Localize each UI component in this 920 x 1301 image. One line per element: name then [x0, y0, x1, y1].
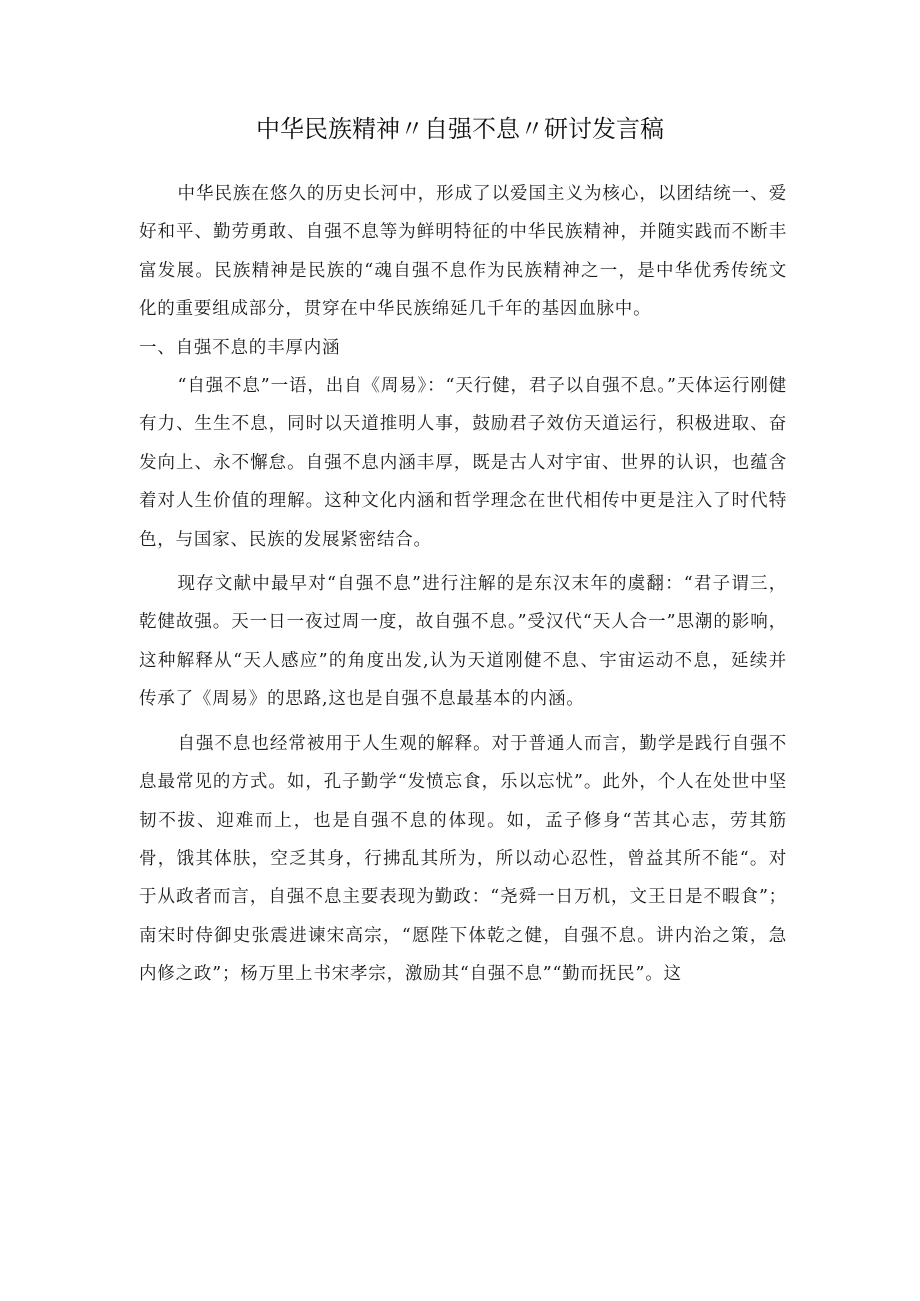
paragraph-intro: 中华民族在悠久的历史长河中，形成了以爱国主义为核心，以团结统一、爱好和平、勤劳勇敢、自强不息等为鲜明特征的中华民族精神，并随实践而不断丰富发展。民族精神是民族的“魂自强不息作为民族精神之一，是中华优秀传统文化的重要组成部分，贯穿在中华民族绵延几千年的基因血脉中。 — [139, 184, 787, 320]
document-body — [139, 175, 787, 994]
paragraph-yufan: 现存文献中最早对“自强不息”进行注解的是东汉末年的虞翻：“君子谓三，乾健故强。天一日一夜过周一度，故自强不息。”受汉代“天人合一”思潮的影响，这种解释从“天人感应”的角度出发,认为天道刚健不息、宇宙运动不息，延续并传承了《周易》的思路,这也是自强不息最基本的内涵。 — [139, 574, 787, 710]
paragraph-zhouyi: “自强不息”一语，出自《周易》：“天行健，君子以自强不息。”天体运行刚健有力、生生不息，同时以天道推明人事，鼓励君子效仿天道运行，积极进取、奋发向上、永不懈怠。自强不息内涵丰厚，既是古人对宇宙、世界的认识，也蕴含着对人生价值的理解。这种文化内涵和哲学理念在世代相传中更是注入了时代特色，与国家、民族的发展紧密结合。 — [139, 376, 787, 550]
paragraph-life-view: 自强不息也经常被用于人生观的解释。对于普通人而言，勤学是践行自强不息最常见的方式。如，孔子勤学“发愤忘食，乐以忘忧”。此外，个人在处世中坚韧不拔、迎难而上，也是自强不息的体现。如，孟子修身“苦其心志，劳其筋骨，饿其体肤，空乏其身，行拂乱其所为，所以动心忍性，曾益其所不能“。对于从政者而言，自强不息主要表现为勤政：“尧舜一日万机，文王日是不暇食”；南宋时侍御史张震进谏宋高宗，“愿陛下体乾之健，自强不息。讲内治之策，急内修之政”；杨万里上书宋孝宗，激励其“自强不息”“勤而抚民”。这 — [139, 733, 787, 985]
section-heading: 一、自强不息的丰厚内涵 — [139, 337, 341, 358]
document-title: 中华民族精神〃自强不息〃研讨发言稿 — [256, 115, 664, 143]
